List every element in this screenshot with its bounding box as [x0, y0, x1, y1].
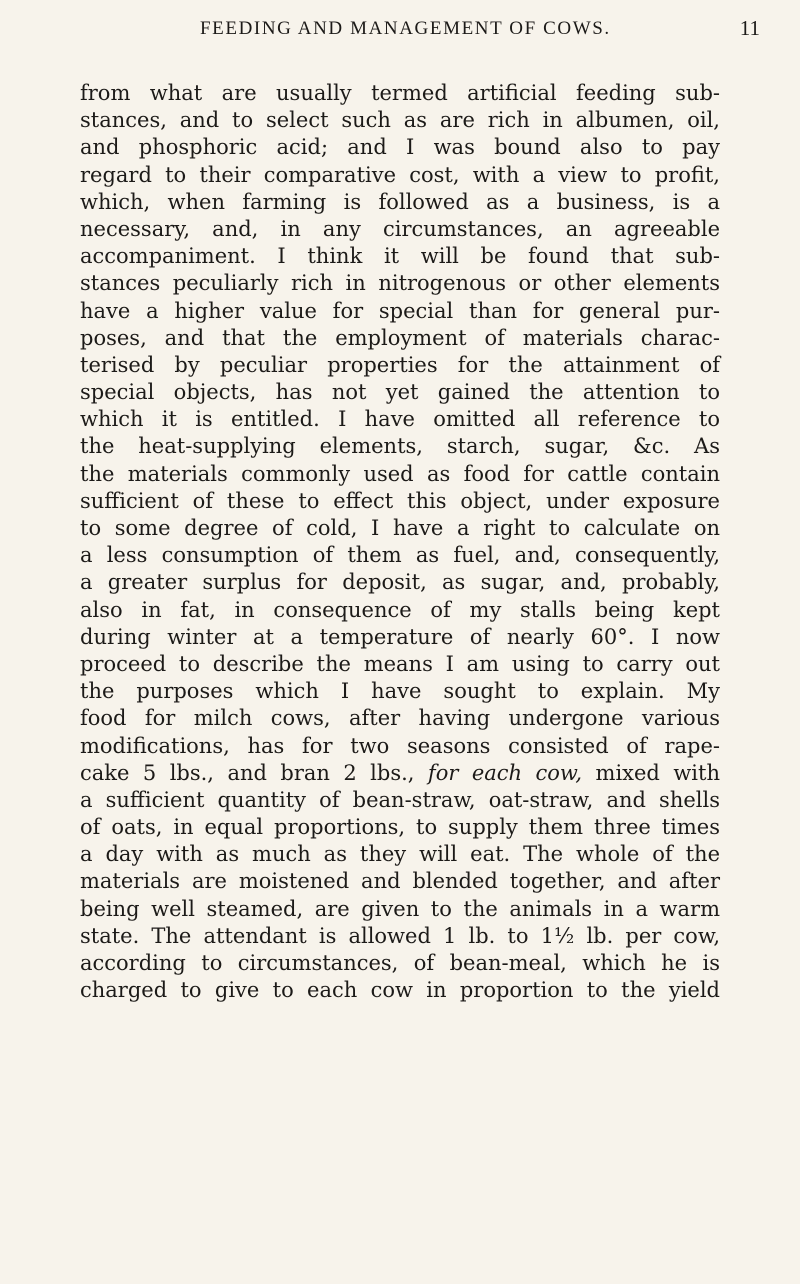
- text-line: from what are usually termed artificial feeding sub-: [80, 81, 720, 105]
- text-line: a day with as much as they will eat. The whole of the: [80, 842, 720, 867]
- body-text: [80, 80, 720, 1004]
- text-line: materials are moistened and blended together, and after: [80, 869, 720, 894]
- text-line: terised by peculiar properties for the attainment of: [80, 352, 720, 377]
- text-line: special objects, has not yet gained the attention to: [80, 380, 720, 405]
- text-line: necessary, and, in any circumstances, an agreeable: [80, 216, 720, 241]
- text-line: the materials commonly used as food for cattle contain: [80, 461, 720, 486]
- running-head: [200, 10, 760, 50]
- text-line: of oats, in equal proportions, to supply them three times: [80, 815, 720, 840]
- text-line: which it is entitled. I have omitted all reference to: [80, 407, 720, 432]
- text-line: regard to their comparative cost, with a view to profit,: [80, 162, 720, 187]
- text-line: during winter at a temperature of nearly 60°. I now: [80, 624, 720, 649]
- text-line: a less consumption of them as fuel, and, consequently,: [80, 543, 720, 568]
- text-line: according to circumstances, of bean-meal, which he is: [80, 951, 720, 975]
- text-line: proceed to describe the means I am using to carry out: [80, 651, 720, 676]
- text-line: have a higher value for special than for general pur-: [80, 298, 720, 323]
- text-line: being well steamed, are given to the animals in a warm: [80, 896, 720, 921]
- line-segment: mixed with: [582, 760, 720, 785]
- running-title: FEEDING AND MANAGEMENT OF COWS.: [200, 18, 611, 39]
- text-line: a sufficient quantity of bean-straw, oat-straw, and shells: [80, 787, 720, 812]
- text-line: state. The attendant is allowed 1 lb. to 1½ lb. per cow,: [80, 923, 720, 948]
- text-line: charged to give to each cow in proportion to the yield: [80, 978, 720, 1003]
- text-line: accompaniment. I think it will be found that sub-: [80, 244, 720, 269]
- text-line: modifications, has for two seasons consisted of rape-: [80, 733, 720, 758]
- text-line: food for milch cows, after having undergone various: [80, 706, 720, 731]
- text-line: sufficient of these to effect this object, under exposure: [80, 488, 720, 513]
- text-line: a greater surplus for deposit, as sugar, and, probably,: [80, 570, 720, 595]
- text-line: stances peculiarly rich in nitrogenous or other elements: [80, 271, 720, 296]
- italic-phrase: for each cow,: [427, 760, 583, 785]
- text-line-with-emphasis: [80, 760, 720, 787]
- line-segment: cake 5 lbs., and bran 2 lbs.,: [80, 760, 428, 785]
- text-line: poses, and that the employment of materials charac-: [80, 325, 720, 350]
- text-line: stances, and to select such as are rich in albumen, oil,: [80, 108, 720, 133]
- text-line: to some degree of cold, I have a right to calculate on: [80, 516, 720, 540]
- text-line: the heat-supplying elements, starch, sugar, &c. As: [80, 434, 720, 459]
- text-line: also in fat, in consequence of my stalls being kept: [80, 597, 720, 622]
- text-line: which, when farming is followed as a business, is a: [80, 189, 720, 214]
- text-line: the purposes which I have sought to explain. My: [80, 679, 720, 704]
- page-number: 11: [739, 16, 760, 40]
- text-line: and phosphoric acid; and I was bound also to pay: [80, 135, 720, 160]
